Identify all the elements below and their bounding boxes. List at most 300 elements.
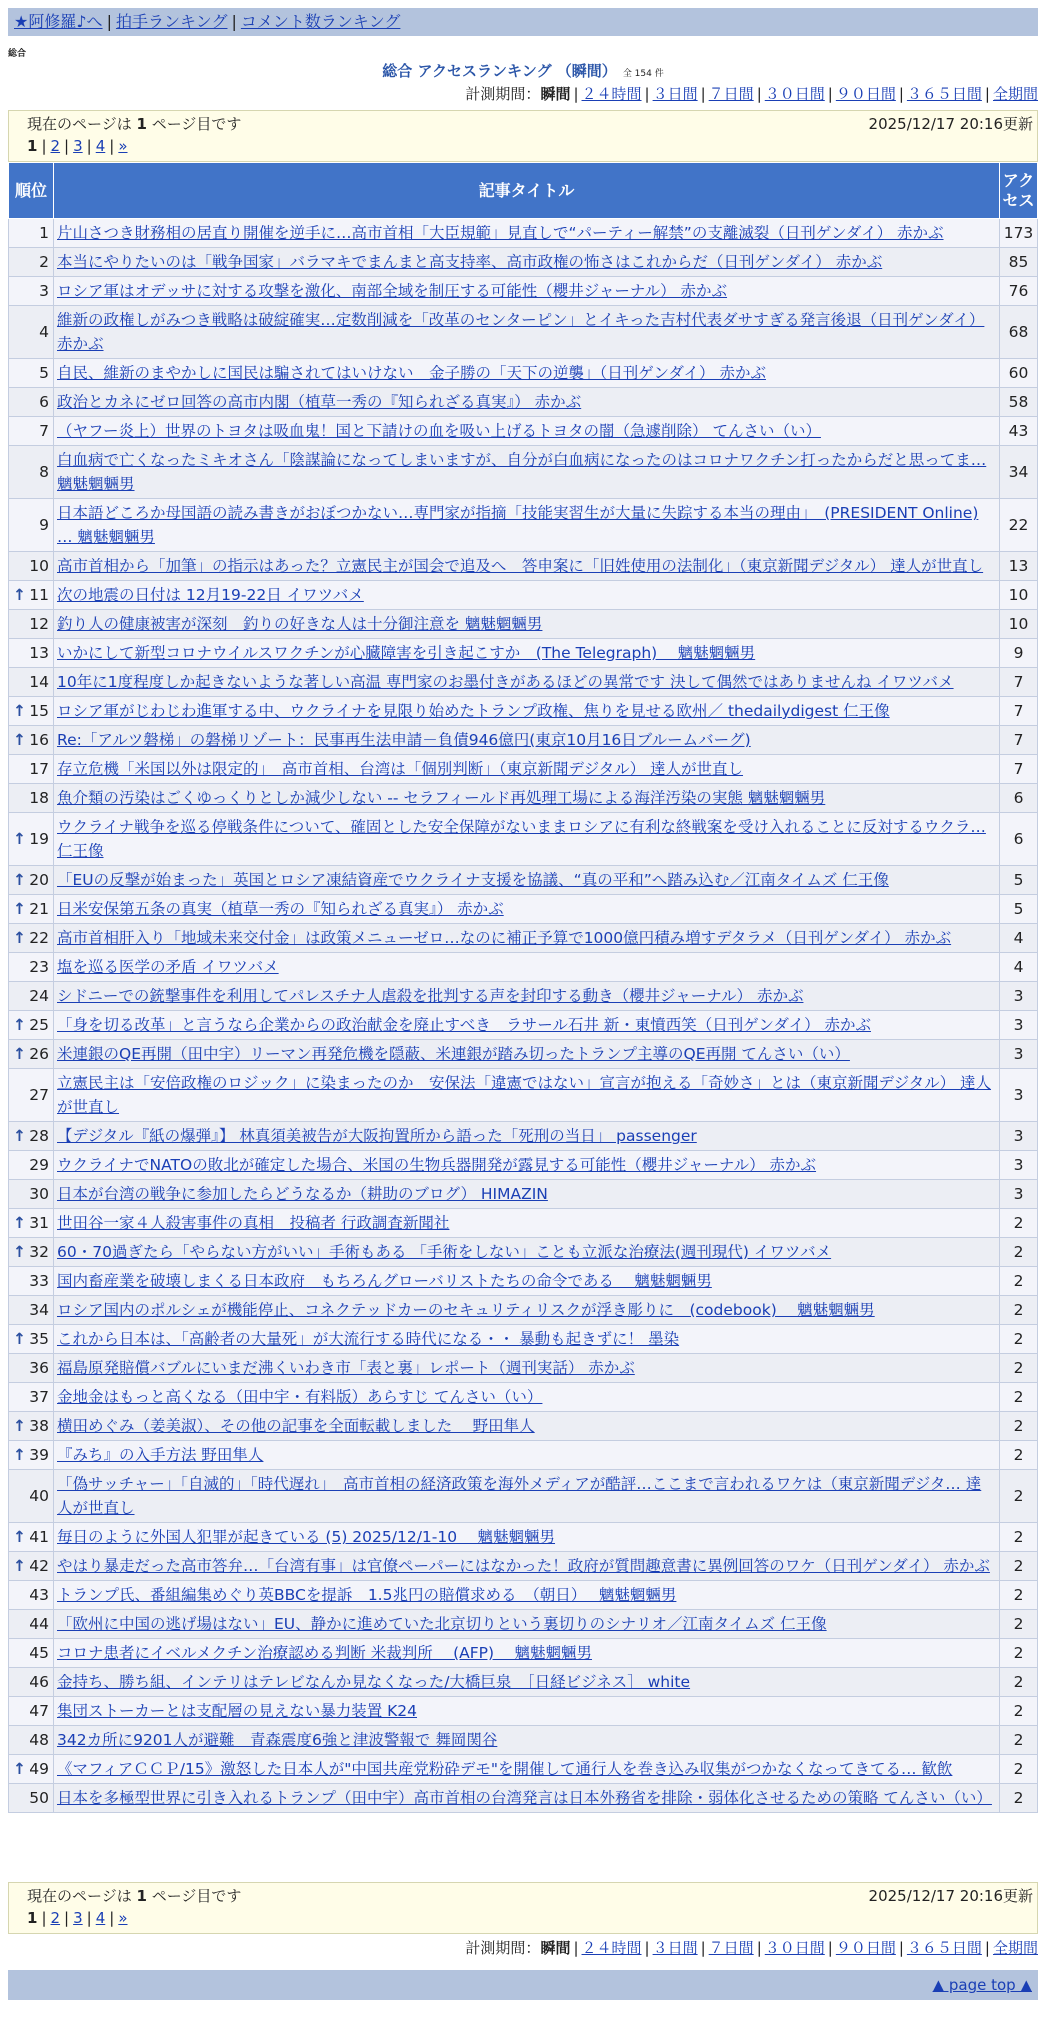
article-link[interactable]: 白血病で亡くなったミキオさん「陰謀論になってしまいますが、自分が白血病になったのはコロナワクチン打ったからだと思ってま… 魑魅魍魎男: [57, 451, 987, 493]
rank-cell: [9, 1011, 54, 1040]
table-row: [9, 784, 1038, 813]
title-cell: [54, 552, 1000, 581]
article-link[interactable]: これから日本は、「高齢者の大量死」が大流行する時代になる・・ 暴動も起きずに！ 墨染: [57, 1330, 680, 1348]
table-row: [9, 1069, 1038, 1122]
article-link[interactable]: 片山さつき財務相の居直り開催を逆手に…高市首相「大臣規範」見直しで“パーティー解禁”の支離滅裂（日刊ゲンダイ） 赤かぶ: [57, 224, 944, 242]
rank-number: 9: [39, 516, 49, 534]
title-cell: [54, 924, 1000, 953]
rank-number: 32: [29, 1243, 49, 1261]
article-link[interactable]: （ヤフー炎上）世界のトヨタは吸血鬼！国と下請けの血を吸い上げるトヨタの闇（急遽削除） てんさい（い）: [57, 422, 821, 440]
page-separator: |: [109, 137, 115, 155]
access-count: 60: [1000, 359, 1038, 388]
period-option[interactable]: ９０日間: [835, 1939, 896, 1957]
access-count: 2: [1000, 1523, 1038, 1552]
period-separator: |: [573, 1939, 579, 1957]
title-cell: [54, 1726, 1000, 1755]
page-link[interactable]: 2: [50, 1909, 61, 1927]
title-cell: [54, 1668, 1000, 1697]
comment-ranking-link[interactable]: コメント数ランキング: [240, 12, 401, 31]
article-link[interactable]: 高市首相から「加筆」の指示はあった？立憲民主が国会で追及へ 答申案に「旧姓使用の法制化」（東京新聞デジタル） 達人が世直し: [57, 557, 984, 575]
access-count: 2: [1000, 1296, 1038, 1325]
access-count: 5: [1000, 866, 1038, 895]
article-link[interactable]: 世田谷一家４人殺害事件の真相 投稿者 行政調査新聞社: [57, 1214, 450, 1232]
article-link[interactable]: シドニーでの銃撃事件を利用してパレスチナ人虐殺を批判する声を封印する動き（櫻井ジャーナル） 赤かぶ: [57, 987, 804, 1005]
access-count: 68: [1000, 306, 1038, 359]
period-label: 計測期間：: [465, 1939, 541, 1957]
period-option[interactable]: 全期間: [992, 85, 1038, 103]
updated-timestamp: 2025/12/17 20:16更新: [868, 115, 1033, 133]
rank-cell: [9, 1383, 54, 1412]
rank-cell: [9, 813, 54, 866]
article-link[interactable]: 立憲民主は「安倍政権のロジック」に染まったのか 安保法「違憲ではない」宣言が抱える「奇妙さ」とは（東京新聞デジタル） 達人が世直し: [57, 1074, 992, 1116]
article-link[interactable]: 金持ち、勝ち組、インテリはテレビなんか見なくなった/大橋巨泉 ［日経ビジネス］ white: [57, 1673, 691, 1691]
page-link[interactable]: 3: [73, 137, 83, 155]
rank-number: 46: [29, 1673, 49, 1691]
article-link[interactable]: コロナ患者にイベルメクチン治療認める判断 米裁判所 (AFP) 魑魅魍魎男: [57, 1644, 593, 1662]
rank-cell: [9, 1784, 54, 1813]
title-cell: [54, 1784, 1000, 1813]
table-row: [9, 581, 1038, 610]
period-option[interactable]: ３日間: [652, 1939, 698, 1957]
table-row: [9, 1354, 1038, 1383]
access-count: 2: [1000, 1639, 1038, 1668]
rank-cell: [9, 726, 54, 755]
title-cell: [54, 1069, 1000, 1122]
article-link[interactable]: 集団ストーカーとは支配層の見えない暴力装置 K24: [57, 1702, 418, 1720]
period-option[interactable]: 全期間: [992, 1939, 1038, 1957]
header-count: アクセス: [1000, 163, 1038, 219]
rank-number: 39: [29, 1446, 49, 1464]
rank-cell: [9, 581, 54, 610]
article-link[interactable]: Re:「アルツ磐梯」の磐梯リゾート：民事再生法申請－負債946億円(東京10月16日ブルームバーグ): [57, 731, 751, 749]
rank-cell: [9, 1267, 54, 1296]
rank-cell: [9, 1470, 54, 1523]
rank-up-arrow-icon: ↑: [13, 586, 26, 604]
rank-number: 44: [29, 1615, 49, 1633]
access-count: 2: [1000, 1267, 1038, 1296]
total-count: 全 154 件: [622, 69, 664, 79]
access-count: 2: [1000, 1383, 1038, 1412]
period-option[interactable]: ９０日間: [835, 85, 896, 103]
access-count: 2: [1000, 1755, 1038, 1784]
rank-up-arrow-icon: ↑: [13, 871, 26, 889]
table-row: [9, 639, 1038, 668]
article-link[interactable]: ロシア軍はオデッサに対する攻撃を激化、南部全域を制圧する可能性（櫻井ジャーナル） 赤かぶ: [57, 282, 728, 300]
rank-number: 8: [39, 463, 49, 481]
access-count: 7: [1000, 697, 1038, 726]
clap-ranking-link[interactable]: 拍手ランキング: [115, 12, 228, 31]
access-count: 4: [1000, 953, 1038, 982]
rank-number: 45: [29, 1644, 49, 1662]
table-row: [9, 895, 1038, 924]
access-count: 3: [1000, 982, 1038, 1011]
rank-number: 31: [29, 1214, 49, 1232]
period-option[interactable]: ３６５日間: [906, 1939, 982, 1957]
rank-cell: [9, 219, 54, 248]
rank-number: 4: [39, 323, 49, 341]
page-separator: |: [109, 1909, 115, 1927]
article-link[interactable]: ウクライナ戦争を巡る停戦条件について、確固とした安全保障がないままロシアに有利な終戦案を受け入れることに反対するウクラ… 仁王像: [57, 818, 986, 860]
access-count: 7: [1000, 755, 1038, 784]
article-link[interactable]: 次の地震の日付は 12月19-22日 イワツバメ: [57, 586, 364, 604]
title-cell: [54, 499, 1000, 552]
header-title: 記事タイトル: [54, 163, 1000, 219]
title-cell: [54, 1209, 1000, 1238]
access-count: 2: [1000, 1552, 1038, 1581]
table-row: [9, 1441, 1038, 1470]
top-nav-bar: [8, 8, 1038, 36]
table-row: [9, 499, 1038, 552]
table-row: [9, 1011, 1038, 1040]
rank-number: 17: [29, 760, 49, 778]
article-link[interactable]: 米連銀のQE再開（田中宇）リーマン再発危機を隠蔽、米連銀が踏み切ったトランプ主導のQE再開 てんさい（い）: [57, 1045, 850, 1063]
access-count: 6: [1000, 784, 1038, 813]
title-cell: [54, 784, 1000, 813]
article-link[interactable]: 魚介類の汚染はごくゆっくりとしか減少しない -- セラフィールド再処理工場による海洋汚染の実態 魑魅魍魎男: [57, 789, 826, 807]
rank-cell: [9, 755, 54, 784]
rank-number: 36: [29, 1359, 49, 1377]
access-count: 3: [1000, 1151, 1038, 1180]
page-separator: |: [86, 1909, 92, 1927]
rank-cell: [9, 1581, 54, 1610]
rank-up-arrow-icon: ↑: [13, 1243, 26, 1261]
article-link[interactable]: ロシア国内のポルシェが機能停止、コネクテッドカーのセキュリティリスクが浮き彫りに (codebook) 魑魅魍魎男: [57, 1301, 875, 1319]
updated-timestamp: 2025/12/17 20:16更新: [868, 1887, 1033, 1905]
page-separator: |: [64, 137, 70, 155]
period-separator: |: [700, 85, 706, 103]
rank-cell: [9, 1726, 54, 1755]
table-row: [9, 1552, 1038, 1581]
rank-cell: [9, 1610, 54, 1639]
rank-up-arrow-icon: ↑: [13, 1557, 26, 1575]
title-cell: [54, 953, 1000, 982]
rank-number: 34: [29, 1301, 49, 1319]
title-cell: [54, 1523, 1000, 1552]
table-row: [9, 1383, 1038, 1412]
rank-up-arrow-icon: ↑: [13, 1016, 26, 1034]
page-link[interactable]: 4: [95, 137, 106, 155]
title-cell: [54, 1151, 1000, 1180]
article-link[interactable]: 政治とカネにゼロ回答の高市内閣（植草一秀の『知られざる真実』） 赤かぶ: [57, 393, 582, 411]
rank-number: 29: [29, 1156, 49, 1174]
rank-number: 30: [29, 1185, 49, 1203]
article-link[interactable]: いかにして新型コロナウイルスワクチンが心臓障害を引き起こすか (The Telegraph) 魑魅魍魎男: [57, 644, 756, 662]
rank-cell: [9, 639, 54, 668]
table-row: [9, 219, 1038, 248]
rank-number: 10: [29, 557, 49, 575]
period-option[interactable]: ７日間: [708, 85, 754, 103]
access-count: 13: [1000, 552, 1038, 581]
title-cell: [54, 1755, 1000, 1784]
table-row: [9, 446, 1038, 499]
table-row: [9, 1209, 1038, 1238]
article-link[interactable]: 60・70過ぎたら「やらない方がいい」手術もある 「手術をしない」ことも立派な治療法(週刊現代) イワツバメ: [57, 1243, 832, 1261]
rank-number: 43: [29, 1586, 49, 1604]
table-row: [9, 953, 1038, 982]
table-row: [9, 1581, 1038, 1610]
access-count: 76: [1000, 277, 1038, 306]
table-row: [9, 1412, 1038, 1441]
access-count: 2: [1000, 1726, 1038, 1755]
rank-cell: [9, 552, 54, 581]
article-link[interactable]: トランプ氏、番組編集めぐり英BBCを提訴 1.5兆円の賠償求める （朝日） 魑魅魍魎男: [57, 1586, 677, 1604]
rank-number: 18: [29, 789, 49, 807]
article-link[interactable]: 釣り人の健康被害が深刻 釣りの好きな人は十分御注意を 魑魅魍魎男: [57, 615, 543, 633]
title-cell: [54, 1470, 1000, 1523]
page-link[interactable]: 3: [73, 1909, 83, 1927]
article-link[interactable]: 342カ所に9201人が避難 青森震度6強と津波警報で 舞岡関谷: [57, 1731, 498, 1749]
table-row: [9, 1040, 1038, 1069]
rank-cell: [9, 895, 54, 924]
title-cell: [54, 277, 1000, 306]
pager-prefix: 現在のページは: [27, 1887, 132, 1905]
rank-number: 16: [29, 731, 49, 749]
rank-number: 27: [29, 1086, 49, 1104]
table-row: [9, 1267, 1038, 1296]
rank-number: 6: [39, 393, 49, 411]
article-link[interactable]: 横田めぐみ（姜美淑）、その他の記事を全面転載しました 野田隼人: [57, 1417, 535, 1435]
rank-number: 5: [39, 364, 49, 382]
pager-current-number: 1: [136, 1887, 147, 1905]
table-row: [9, 1610, 1038, 1639]
period-option[interactable]: ２４時間: [581, 85, 642, 103]
title-cell: [54, 813, 1000, 866]
article-link[interactable]: 「身を切る改革」と言うなら企業からの政治献金を廃止すべき ラサール石井 新・東憤西笑（日刊ゲンダイ） 赤かぶ: [57, 1016, 871, 1034]
title-cell: [54, 1040, 1000, 1069]
period-option[interactable]: ７日間: [708, 1939, 754, 1957]
ranking-table: [8, 162, 1038, 1813]
access-count: 2: [1000, 1581, 1038, 1610]
access-count: 2: [1000, 1354, 1038, 1383]
article-link[interactable]: 10年に1度程度しか起きないような著しい高温 専門家のお墨付きがあるほどの異常です 決して偶然ではありませんね イワツバメ: [57, 673, 954, 691]
table-row: [9, 1523, 1038, 1552]
article-link[interactable]: 《マフィアＣＣＰ/15》激怒した日本人が"中国共産党粉砕デモ"を開催して通行人を巻き込み収集がつかなくなってきてる… 歓飲: [57, 1760, 953, 1778]
title-cell: [54, 248, 1000, 277]
article-link[interactable]: やはり暴走だった高市答弁…「台湾有事」は官僚ペーパーにはなかった！政府が質問趣意書に異例回答のワケ（日刊ゲンダイ） 赤かぶ: [57, 1557, 990, 1575]
access-count: 9: [1000, 639, 1038, 668]
period-separator: |: [756, 1939, 762, 1957]
access-count: 7: [1000, 668, 1038, 697]
article-link[interactable]: 毎日のように外国人犯罪が起きている (5) 2025/12/1-10 魑魅魍魎男: [57, 1528, 556, 1546]
bottom-bar: [8, 1970, 1038, 2000]
article-link[interactable]: 維新の政権しがみつき戦略は破綻確実…定数削減を「改革のセンターピン」とイキった吉村代表ダサすぎる発言後退（日刊ゲンダイ） 赤かぶ: [57, 311, 985, 353]
title-cell: [54, 1552, 1000, 1581]
article-link[interactable]: 【デジタル『紙の爆弾』】 林真須美被告が大阪拘置所から語った「死刑の当日」 passenger: [57, 1127, 697, 1145]
article-link[interactable]: 「欧州に中国の逃げ場はない」EU、静かに進めていた北京切りという裏切りのシナリオ／江南タイムズ 仁王像: [57, 1615, 827, 1633]
table-row: [9, 1325, 1038, 1354]
period-separator: |: [984, 1939, 990, 1957]
article-link[interactable]: 自民、維新のまやかしに国民は騙されてはいけない 金子勝の「天下の逆襲」（日刊ゲンダイ） 赤かぶ: [57, 364, 766, 382]
title-cell: [54, 895, 1000, 924]
rank-up-arrow-icon: ↑: [13, 1760, 26, 1778]
rank-cell: [9, 953, 54, 982]
rank-number: 11: [29, 586, 49, 604]
rank-cell: [9, 1180, 54, 1209]
rank-up-arrow-icon: ↑: [13, 830, 26, 848]
table-row: [9, 1784, 1038, 1813]
page-top-link[interactable]: ▲ page top ▲: [932, 1976, 1032, 1994]
pager-prefix: 現在のページは: [27, 115, 132, 133]
access-count: 173: [1000, 219, 1038, 248]
period-separator: |: [827, 1939, 833, 1957]
table-row: [9, 417, 1038, 446]
period-option[interactable]: ３０日間: [764, 85, 825, 103]
rank-cell: [9, 417, 54, 446]
rank-number: 35: [29, 1330, 49, 1348]
page-title-line: [8, 60, 1038, 81]
title-cell: [54, 1697, 1000, 1726]
rank-cell: [9, 1296, 54, 1325]
rank-up-arrow-icon: ↑: [13, 1446, 26, 1464]
next-page-link[interactable]: »: [118, 137, 128, 155]
rank-cell: [9, 1552, 54, 1581]
access-count: 34: [1000, 446, 1038, 499]
header-rank: 順位: [9, 163, 54, 219]
rank-cell: [9, 1523, 54, 1552]
article-link[interactable]: 本当にやりたいのは「戦争国家」バラマキでまんまと高支持率、高市政権の怖さはこれからだ（日刊ゲンダイ） 赤かぶ: [57, 253, 883, 271]
page-separator: |: [86, 137, 92, 155]
rank-number: 20: [29, 871, 49, 889]
rank-cell: [9, 1040, 54, 1069]
article-link[interactable]: ロシア軍がじわじわ進軍する中、ウクライナを見限り始めたトランプ政権、焦りを見せる欧州／ thedailydigest 仁王像: [57, 702, 890, 720]
period-separator: |: [756, 85, 762, 103]
pager-suffix: ページ目です: [151, 115, 242, 133]
rank-cell: [9, 499, 54, 552]
page-link[interactable]: 4: [95, 1909, 106, 1927]
pager-suffix: ページ目です: [151, 1887, 242, 1905]
rank-up-arrow-icon: ↑: [13, 1127, 26, 1145]
access-count: 10: [1000, 581, 1038, 610]
rank-up-arrow-icon: ↑: [13, 1045, 26, 1063]
article-link[interactable]: 福島原発賠償バブルにいまだ沸くいわき市「表と裏」レポート（週刊実話） 赤かぶ: [57, 1359, 635, 1377]
title-cell: [54, 697, 1000, 726]
period-current: 瞬間: [540, 1939, 571, 1957]
article-link[interactable]: 日本語どころか母国語の読み書きがおぼつかない…専門家が指摘「技能実習生が大量に失踪する本当の理由」 (PRESIDENT Online) … 魑魅魍魎男: [57, 504, 979, 546]
page-link[interactable]: 2: [50, 137, 61, 155]
rank-cell: [9, 359, 54, 388]
rank-number: 48: [29, 1731, 49, 1749]
access-count: 2: [1000, 1470, 1038, 1523]
rank-cell: [9, 248, 54, 277]
access-count: 2: [1000, 1412, 1038, 1441]
table-row: [9, 306, 1038, 359]
rank-number: 26: [29, 1045, 49, 1063]
table-row: [9, 668, 1038, 697]
access-count: 3: [1000, 1069, 1038, 1122]
rank-number: 12: [29, 615, 49, 633]
article-link[interactable]: 塩を巡る医学の矛盾 イワツバメ: [57, 958, 279, 976]
article-link[interactable]: 「偽サッチャー」「自滅的」「時代遅れ」 高市首相の経済政策を海外メディアが酷評…ここまで言われるワケは（東京新聞デジタ… 達人が世直し: [57, 1475, 982, 1517]
article-link[interactable]: 存立危機「米国以外は限定的」 高市首相、台湾は「個別判断」（東京新聞デジタル） 達人が世直し: [57, 760, 744, 778]
rank-number: 22: [29, 929, 49, 947]
access-count: 2: [1000, 1784, 1038, 1813]
article-link[interactable]: ウクライナでNATOの敗北が確定した場合、米国の生物兵器開発が露見する可能性（櫻井ジャーナル） 赤かぶ: [57, 1156, 817, 1174]
period-option[interactable]: ３日間: [652, 85, 698, 103]
title-cell: [54, 1441, 1000, 1470]
article-link[interactable]: 金地金はもっと高くなる（田中宇・有料版）あらすじ てんさい（い）: [57, 1388, 543, 1406]
title-cell: [54, 306, 1000, 359]
period-label: 計測期間：: [465, 85, 541, 103]
rank-number: 14: [29, 673, 49, 691]
title-cell: [54, 1383, 1000, 1412]
period-separator: |: [898, 85, 904, 103]
article-link[interactable]: 「EUの反撃が始まった」英国とロシア凍結資産でウクライナ支援を協議、“真の平和”へ踏み込む／江南タイムズ 仁王像: [57, 871, 889, 889]
table-row: [9, 755, 1038, 784]
period-separator: |: [644, 1939, 650, 1957]
rank-cell: [9, 446, 54, 499]
period-separator: |: [700, 1939, 706, 1957]
article-link[interactable]: 日本が台湾の戦争に参加したらどうなるか（耕助のブログ） HIMAZIN: [57, 1185, 548, 1203]
rank-cell: [9, 1639, 54, 1668]
article-link[interactable]: 国内畜産業を破壊しまくる日本政府 もちろんグローバリストたちの命令である 魑魅魍魎男: [57, 1272, 712, 1290]
rank-cell: [9, 866, 54, 895]
rank-number: 19: [29, 830, 49, 848]
period-selector-top: [465, 84, 1038, 104]
page-link-current: 1: [27, 137, 38, 155]
rank-cell: [9, 1122, 54, 1151]
rank-up-arrow-icon: ↑: [13, 900, 26, 918]
title-cell: [54, 1238, 1000, 1267]
table-row: [9, 1151, 1038, 1180]
title-cell: [54, 726, 1000, 755]
title-cell: [54, 668, 1000, 697]
period-option[interactable]: ３６５日間: [906, 85, 982, 103]
rank-number: 24: [29, 987, 49, 1005]
next-page-link[interactable]: »: [118, 1909, 128, 1927]
table-row: [9, 1726, 1038, 1755]
rank-cell: [9, 784, 54, 813]
rank-cell: [9, 668, 54, 697]
table-row: [9, 248, 1038, 277]
access-count: 10: [1000, 610, 1038, 639]
rank-up-arrow-icon: ↑: [13, 1330, 26, 1348]
title-cell: [54, 581, 1000, 610]
rank-cell: [9, 1668, 54, 1697]
access-count: 2: [1000, 1238, 1038, 1267]
access-count: 2: [1000, 1325, 1038, 1354]
rank-cell: [9, 1441, 54, 1470]
title-cell: [54, 219, 1000, 248]
table-header-row: [9, 163, 1038, 219]
period-option[interactable]: ３０日間: [764, 1939, 825, 1957]
article-link[interactable]: 高市首相肝入り「地域未来交付金」は政策メニューゼロ…なのに補正予算で1000億円積み増すデタラメ（日刊ゲンダイ） 赤かぶ: [57, 929, 952, 947]
home-link[interactable]: ★阿修羅♪へ: [14, 12, 103, 31]
rank-up-arrow-icon: ↑: [13, 929, 26, 947]
title-cell: [54, 982, 1000, 1011]
rank-cell: [9, 1697, 54, 1726]
rank-cell: [9, 388, 54, 417]
table-row: [9, 1755, 1038, 1784]
nav-separator: |: [231, 12, 237, 31]
pager-current-number: 1: [136, 115, 147, 133]
period-separator: |: [827, 85, 833, 103]
article-link[interactable]: 『みち』の入手方法 野田隼人: [57, 1446, 264, 1464]
title-cell: [54, 866, 1000, 895]
article-link[interactable]: 日米安保第五条の真実（植草一秀の『知られざる真実』） 赤かぶ: [57, 900, 504, 918]
period-separator: |: [644, 85, 650, 103]
title-cell: [54, 1011, 1000, 1040]
title-cell: [54, 1180, 1000, 1209]
period-option[interactable]: ２４時間: [581, 1939, 642, 1957]
title-cell: [54, 1325, 1000, 1354]
table-row: [9, 1122, 1038, 1151]
table-row: [9, 359, 1038, 388]
table-row: [9, 1180, 1038, 1209]
page-title: 総合 アクセスランキング （瞬間）: [382, 62, 617, 80]
period-current: 瞬間: [540, 85, 571, 103]
access-count: 2: [1000, 1668, 1038, 1697]
article-link[interactable]: 日本を多極型世界に引き入れるトランプ（田中宇）高市首相の台湾発言は日本外務省を排除・弱体化させるための策略 てんさい（い）: [57, 1789, 992, 1807]
